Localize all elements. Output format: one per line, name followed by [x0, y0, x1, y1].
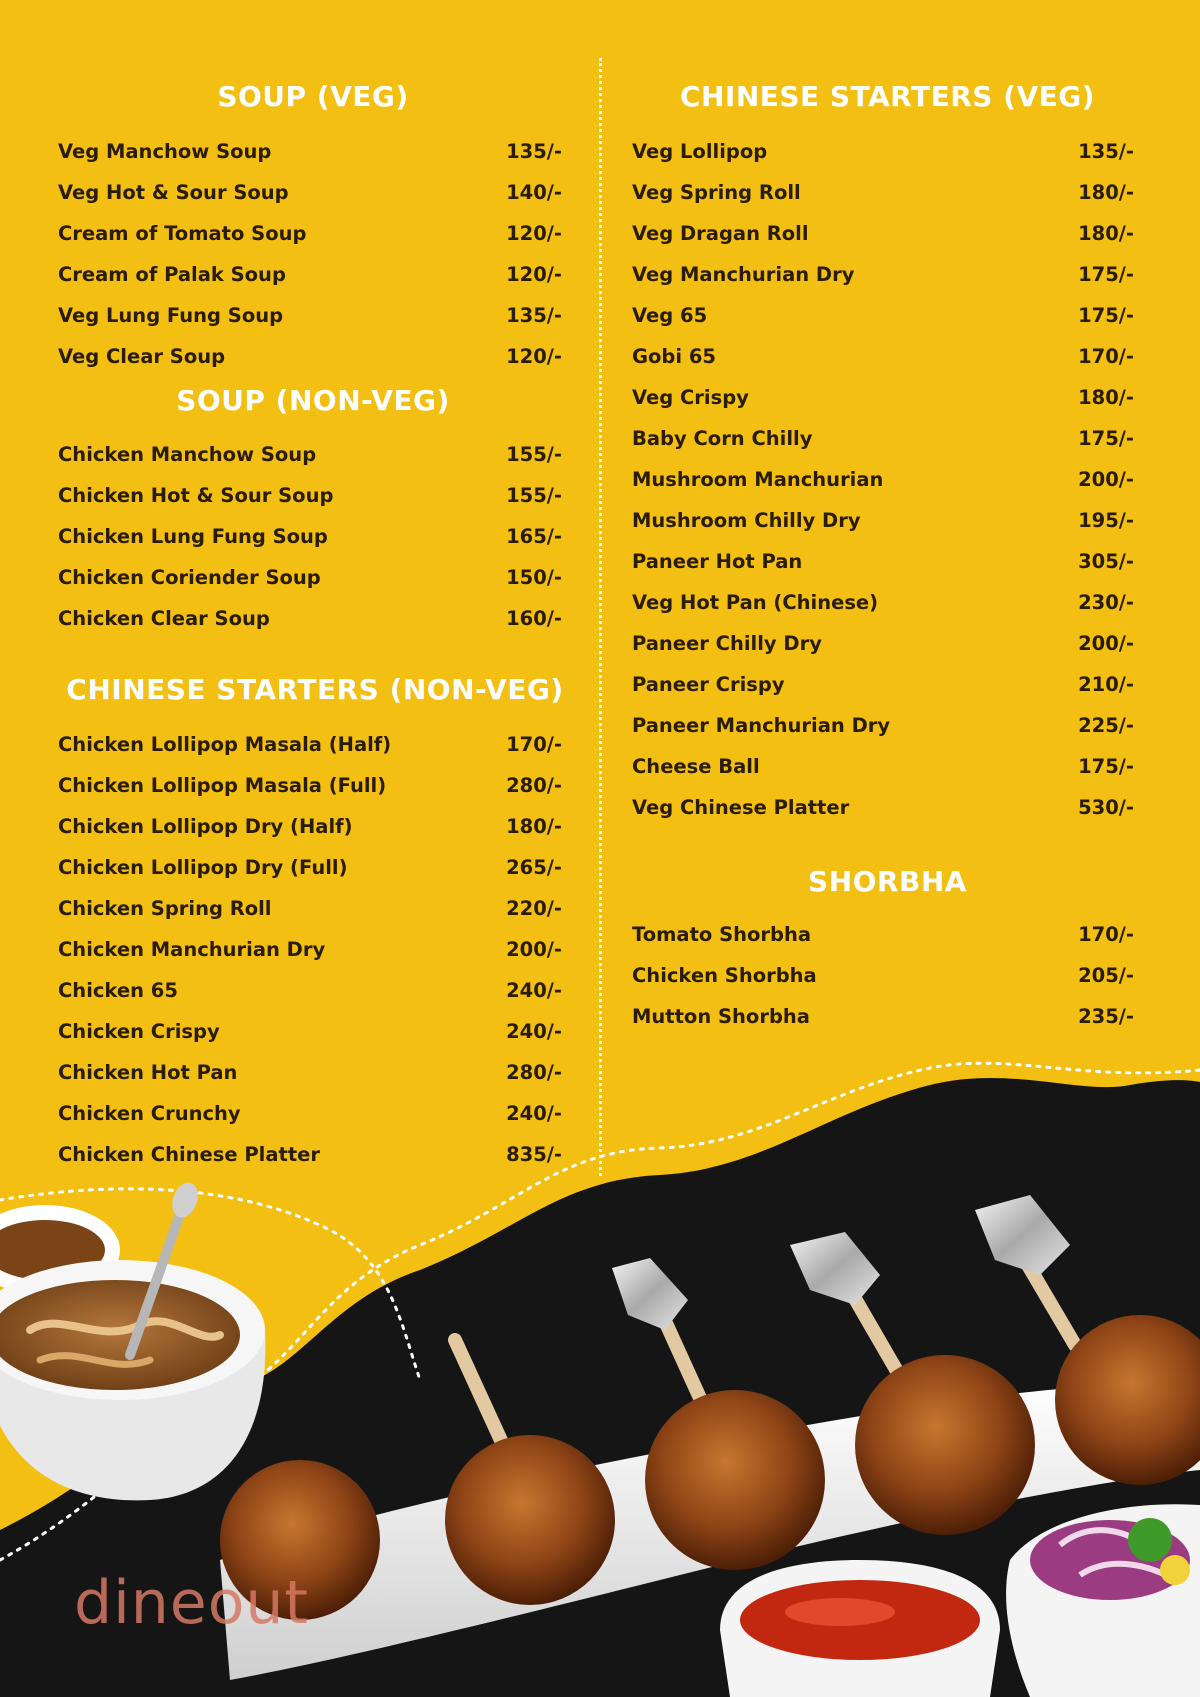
menu-item-name: Chicken Lung Fung Soup	[58, 525, 328, 548]
menu-item-name: Veg Lollipop	[632, 140, 768, 163]
menu-item-price: 220/-	[506, 897, 562, 920]
menu-item-name: Chicken Chinese Platter	[58, 1143, 321, 1166]
menu-item-name: Gobi 65	[632, 345, 716, 368]
menu-item-price: 265/-	[506, 856, 562, 879]
menu-item-name: Veg Dragan Roll	[632, 222, 809, 245]
menu-item-price: 180/-	[1078, 386, 1134, 409]
menu-item-price: 140/-	[506, 181, 562, 204]
menu-item-price: 150/-	[506, 566, 562, 589]
menu-item-price: 135/-	[1078, 140, 1134, 163]
menu-item-name: Paneer Crispy	[632, 673, 785, 696]
menu-item-name: Chicken 65	[58, 979, 178, 1002]
menu-item-price: 225/-	[1078, 714, 1134, 737]
menu-item-name: Paneer Hot Pan	[632, 550, 803, 573]
menu-item-name: Veg Crispy	[632, 386, 749, 409]
menu-item-price: 120/-	[506, 222, 562, 245]
menu-item-price: 240/-	[506, 979, 562, 1002]
section-title-chinese-veg: CHINESE STARTERS (VEG)	[679, 80, 1096, 113]
menu-item-price: 530/-	[1078, 796, 1134, 819]
menu-item-price: 240/-	[506, 1102, 562, 1125]
menu-item-price: 240/-	[506, 1020, 562, 1043]
menu-item-price: 135/-	[506, 304, 562, 327]
menu-item-name: Chicken Coriender Soup	[58, 566, 321, 589]
menu-item-name: Chicken Crunchy	[58, 1102, 241, 1125]
menu-item-price: 170/-	[506, 733, 562, 756]
menu-item-price: 155/-	[506, 443, 562, 466]
menu-item-name: Veg Hot & Sour Soup	[58, 181, 289, 204]
menu-item-name: Chicken Lollipop Dry (Half)	[58, 815, 353, 838]
menu-item-name: Veg Hot Pan (Chinese)	[632, 591, 879, 614]
menu-item-price: 210/-	[1078, 673, 1134, 696]
menu-item-price: 175/-	[1078, 755, 1134, 778]
menu-item-name: Cheese Ball	[632, 755, 760, 778]
menu-item-price: 200/-	[1078, 632, 1134, 655]
menu-item-price: 170/-	[1078, 923, 1134, 946]
menu-item-name: Chicken Spring Roll	[58, 897, 272, 920]
menu-item-name: Cream of Tomato Soup	[58, 222, 307, 245]
menu-item-price: 235/-	[1078, 1005, 1134, 1028]
menu-item-price: 165/-	[506, 525, 562, 548]
menu-item-price: 160/-	[506, 607, 562, 630]
section-title-soup-nonveg: SOUP (NON-VEG)	[176, 384, 450, 417]
section-title-soup-veg: SOUP (VEG)	[217, 80, 409, 113]
menu-item-price: 180/-	[506, 815, 562, 838]
menu-item-price: 200/-	[506, 938, 562, 961]
menu-item-name: Veg Lung Fung Soup	[58, 304, 284, 327]
menu-item-name: Cream of Palak Soup	[58, 263, 286, 286]
menu-item-price: 175/-	[1078, 263, 1134, 286]
menu-item-name: Baby Corn Chilly	[632, 427, 813, 450]
menu-item-name: Chicken Shorbha	[632, 964, 817, 987]
menu-item-price: 175/-	[1078, 304, 1134, 327]
menu-item-price: 155/-	[506, 484, 562, 507]
section-title-shorbha: SHORBHA	[808, 865, 967, 898]
menu-item-name: Veg Manchurian Dry	[632, 263, 855, 286]
menu-item-name: Chicken Crispy	[58, 1020, 220, 1043]
menu-item-price: 205/-	[1078, 964, 1134, 987]
section-title-chinese-nonveg: CHINESE STARTERS (NON-VEG)	[66, 673, 564, 706]
menu-item-price: 305/-	[1078, 550, 1134, 573]
menu-item-price: 200/-	[1078, 468, 1134, 491]
menu-item-price: 280/-	[506, 774, 562, 797]
menu-item-name: Tomato Shorbha	[632, 923, 812, 946]
menu-item-name: Veg Chinese Platter	[632, 796, 850, 819]
menu-item-price: 180/-	[1078, 222, 1134, 245]
menu-item-name: Mushroom Chilly Dry	[632, 509, 861, 532]
menu-item-price: 195/-	[1078, 509, 1134, 532]
menu-item-name: Veg Spring Roll	[632, 181, 801, 204]
menu-item-name: Veg Manchow Soup	[58, 140, 272, 163]
dineout-watermark: dineout	[74, 1568, 309, 1638]
menu-item-name: Veg 65	[632, 304, 708, 327]
menu-item-name: Chicken Manchurian Dry	[58, 938, 326, 961]
menu-item-name: Chicken Manchow Soup	[58, 443, 317, 466]
menu-item-name: Chicken Lollipop Dry (Full)	[58, 856, 348, 879]
menu-item-name: Mushroom Manchurian	[632, 468, 884, 491]
menu-item-name: Chicken Lollipop Masala (Full)	[58, 774, 387, 797]
menu-item-name: Veg Clear Soup	[58, 345, 226, 368]
menu-item-price: 170/-	[1078, 345, 1134, 368]
menu-item-price: 180/-	[1078, 181, 1134, 204]
menu-item-price: 120/-	[506, 345, 562, 368]
menu-item-price: 230/-	[1078, 591, 1134, 614]
menu-item-name: Chicken Hot Pan	[58, 1061, 238, 1084]
menu-item-name: Mutton Shorbha	[632, 1005, 810, 1028]
menu-item-price: 175/-	[1078, 427, 1134, 450]
menu-item-name: Chicken Hot & Sour Soup	[58, 484, 334, 507]
menu-item-name: Chicken Lollipop Masala (Half)	[58, 733, 392, 756]
menu-item-price: 120/-	[506, 263, 562, 286]
menu-item-name: Paneer Chilly Dry	[632, 632, 822, 655]
menu-item-name: Chicken Clear Soup	[58, 607, 270, 630]
menu-item-price: 835/-	[506, 1143, 562, 1166]
menu-item-price: 280/-	[506, 1061, 562, 1084]
menu-item-price: 135/-	[506, 140, 562, 163]
menu-item-name: Paneer Manchurian Dry	[632, 714, 891, 737]
